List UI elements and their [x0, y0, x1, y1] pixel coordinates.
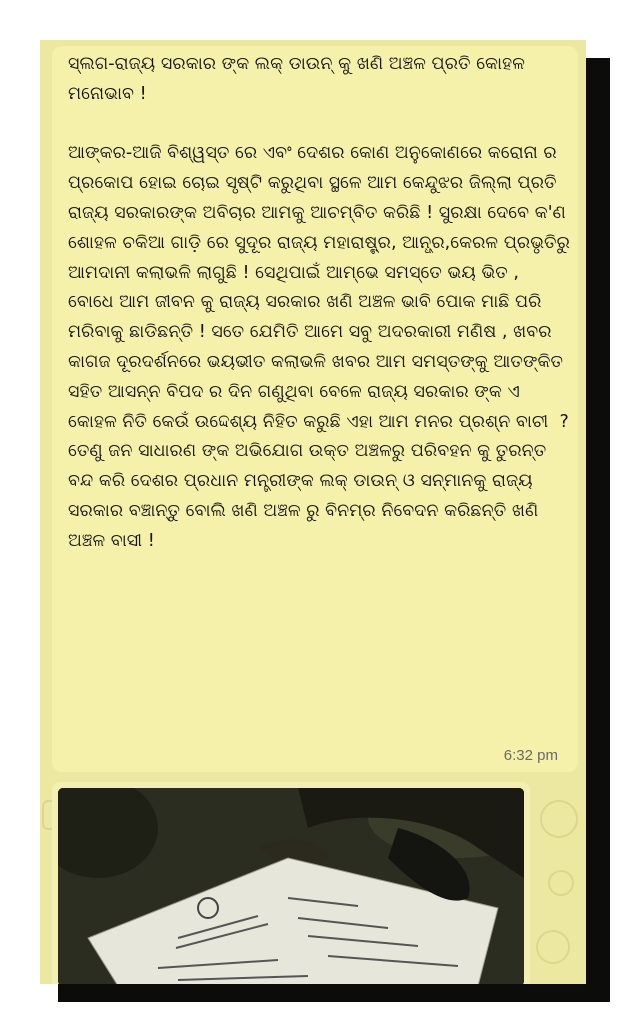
- message-text: ସ୍ଲଗ-ରାଜ୍ୟ ସରକାର ଙ୍କ ଲକ୍ ଡାଉନ୍ କୁ ଖଣି ଅଞ୍ଚଳ ପ୍ରତି କୋହଳ ମନୋଭାବ ! ଆଙ୍କର-ଆଜି ବିଶ୍ୱସ୍ତ ରେ ଏବଂ ଦେଶର କୋଣ ଅନୁକୋଣରେ କରୋନା ର ପ୍ରକୋପ ହୋଇ ଚୋଇ ସୃଷ୍ଟି କରୁଥିବା ସ୍ଥଳେ ଆମ କେନ୍ଦୁଝର ଜିଲ୍ଲା ପ୍ରତି ରାଜ୍ୟ ସରକାରଙ୍କ ଅବିଚାର ଆମକୁ ଆଚମ୍ବିତ କରିଛି ! ସୁରକ୍ଷା ଦେବେ କ'ଣ ଶୋହଳ ଚକିଆ ଗାଡ଼ି ରେ ସୁଦୂର ରାଜ୍ୟ ମହାରାଷ୍ଟ୍ର, ଆନ୍ଧ୍ର,କେରଳ ପ୍ରଭୃତିରୁ ଆମଦାନୀ କଲାଭଳି ଲାଗୁଛି ! ସେଥିପାଇଁ ଆମ୍ଭେ ସମସ୍ତେ ଭୟ ଭିତ , ବୋଧେ ଆମ ଜୀବନ କୁ ରାଜ୍ୟ ସରକାର ଖଣି ଅଞ୍ଚଳ ଭାବି ପୋକ ମାଛି ପରି ମରିବାକୁ ଛାଡିଛନ୍ତି ! ସତେ ଯେମିତି ଆମେ ସବୁ ଅଦରକାରୀ ମଣିଷ , ଖବର କାଗଜ ଦୂରଦର୍ଶନରେ ଭୟଭୀତ କଲାଭଳି ଖବର ଆମ ସମସ୍ତଙ୍କୁ ଆତଙ୍କିତ ସହିତ ଆସନ୍ନ ବିପଦ ର ଦିନ ଗଣୁଥିବା ବେଳେ ରାଜ୍ୟ ସରକାର ଙ୍କ ଏ କୋହଳ ନିତି କେଉଁ ଉଦ୍ଦେଶ୍ୟ ନିହିତ କରୁଛି ଏହା ଆମ ମନର ପ୍ରଶ୍ନ ବାଚୀ ? ତେଣୁ ଜନ ସାଧାରଣ ଙ୍କ ଅଭିଯୋଗ ଉକ୍ତ ଅଞ୍ଚଳରୁ ପରିବହନ କୁ ତୁରନ୍ତ ବନ୍ଦ କରି ଦେଶର ପ୍ରଧାନ ମନ୍ତ୍ରୀଙ୍କ ଲକ୍ ଡାଉନ୍ ଓ ସନ୍ମାନକୁ ରାଜ୍ୟ ସରକାର ବଞ୍ଚାନ୍ତୁ ବୋଲି ଖଣି ଅଞ୍ଚଳ ରୁ ବିନମ୍ର ନିବେଦନ କରିଛନ୍ତି ଖଣି ଅଞ୍ଚଳ ବାସୀ !: [68, 54, 570, 551]
- chat-screen: [40, 40, 586, 984]
- wallpaper-doodle: [536, 930, 570, 964]
- wallpaper-doodle: [548, 870, 574, 896]
- incoming-message-bubble[interactable]: [52, 46, 578, 772]
- image-message-bubble[interactable]: [52, 782, 530, 984]
- photo-thumbnail[interactable]: [58, 788, 524, 984]
- message-timestamp: 6:32 pm: [503, 747, 558, 764]
- photo-icon: [58, 788, 524, 984]
- wallpaper-doodle: [540, 800, 578, 838]
